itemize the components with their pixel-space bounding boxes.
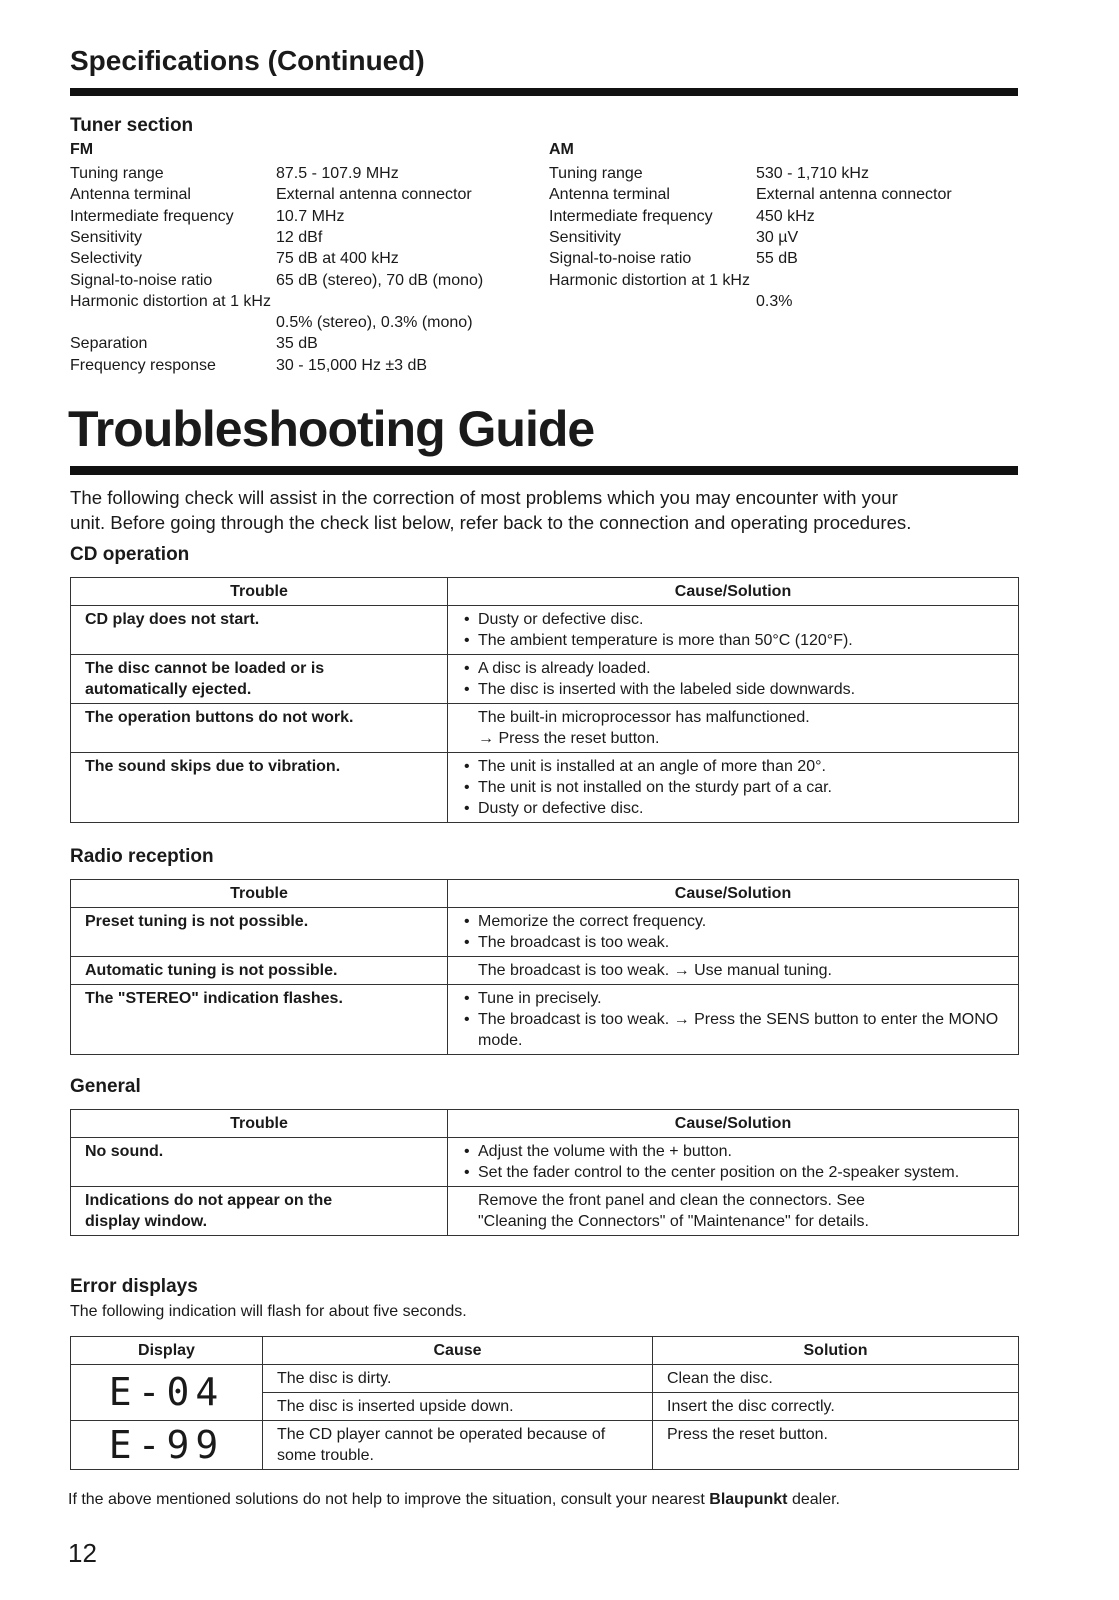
cause-item: • Memorize the correct frequency. bbox=[462, 911, 1004, 932]
cause-item: • The unit is not installed on the sturdy part of a car. bbox=[462, 777, 1004, 798]
cause-solution-cell bbox=[448, 606, 1019, 655]
trouble-row bbox=[71, 606, 1019, 655]
trouble-row bbox=[71, 753, 1019, 823]
trouble-row bbox=[71, 704, 1019, 753]
trouble-row bbox=[71, 908, 1019, 957]
specs-title-rule bbox=[70, 88, 1018, 96]
spec-name: Intermediate frequency bbox=[70, 207, 234, 225]
spec-value: External antenna connector bbox=[276, 186, 472, 204]
trouble-text: No sound. bbox=[85, 1143, 164, 1160]
trouble-cell bbox=[71, 753, 448, 823]
solution-text: The built-in microprocessor has malfunctioned. bbox=[478, 709, 810, 726]
spec-value: 0.5% (stereo), 0.3% (mono) bbox=[276, 314, 473, 332]
guide-intro-line-2: unit. Before going through the check list below, refer back to the connection and operating procedures. bbox=[70, 512, 912, 533]
display-column-header: Display bbox=[71, 1337, 263, 1365]
trouble-text: The sound skips due to vibration. bbox=[85, 758, 341, 775]
spec-name: Sensitivity bbox=[549, 228, 622, 246]
spec-value: 87.5 - 107.9 MHz bbox=[276, 165, 399, 182]
footer-note bbox=[68, 1491, 840, 1509]
spec-value: 530 - 1,710 kHz bbox=[756, 165, 869, 182]
spec-name: Antenna terminal bbox=[549, 186, 670, 204]
spec-value: 10.7 MHz bbox=[276, 207, 345, 225]
spec-name: Intermediate frequency bbox=[549, 207, 713, 225]
error-solution: Insert the disc correctly. bbox=[653, 1393, 1019, 1421]
spec-value: External antenna connector bbox=[756, 186, 952, 204]
brand-name: Blaupunkt bbox=[709, 1491, 788, 1508]
trouble-text: CD play does not start. bbox=[85, 611, 260, 628]
trouble-row bbox=[71, 1187, 1019, 1236]
cause-item: • The broadcast is too weak. → Press the SENS button to enter the MONO mode. bbox=[462, 1009, 1004, 1051]
cause-solution-column-header: Cause/Solution bbox=[448, 880, 1019, 908]
trouble-text: display window. bbox=[85, 1213, 208, 1230]
spec-name: Sensitivity bbox=[70, 228, 143, 246]
spec-value: 55 dB bbox=[756, 250, 798, 268]
error-displays-title: Error displays bbox=[70, 1276, 198, 1297]
trouble-text: Indications do not appear on the bbox=[85, 1192, 333, 1209]
cause-solution-cell bbox=[448, 1138, 1019, 1187]
trouble-cell bbox=[71, 1138, 448, 1187]
am-label: AM bbox=[549, 141, 574, 158]
cause-item: • The disc is inserted with the labeled side downwards. bbox=[462, 679, 1004, 700]
guide-intro-line-1: The following check will assist in the correction of most problems which you may encounter with your bbox=[70, 487, 898, 508]
radio-section-title: Radio reception bbox=[70, 846, 214, 867]
cause-list bbox=[462, 609, 1004, 651]
spec-name: Signal-to-noise ratio bbox=[549, 250, 692, 268]
spec-value: 450 kHz bbox=[756, 207, 815, 225]
solution-text: Remove the front panel and clean the connectors. See bbox=[478, 1192, 865, 1209]
trouble-text: Automatic tuning is not possible. bbox=[85, 962, 338, 979]
footer-note-end: dealer. bbox=[787, 1491, 840, 1508]
spec-name: Signal-to-noise ratio bbox=[70, 271, 213, 289]
cause-solution-cell bbox=[448, 985, 1019, 1055]
cause-list bbox=[462, 911, 1004, 953]
cause-item: • The ambient temperature is more than 50°C (120°F). bbox=[462, 630, 1004, 651]
trouble-column-header: Trouble bbox=[71, 1110, 448, 1138]
spec-name: Frequency response bbox=[70, 356, 216, 374]
trouble-text: The "STEREO" indication flashes. bbox=[85, 990, 343, 1007]
spec-value: 35 dB bbox=[276, 335, 318, 353]
error-code-display: E-99 bbox=[71, 1421, 263, 1470]
trouble-column-header: Trouble bbox=[71, 578, 448, 606]
error-displays-subtitle: The following indication will flash for about five seconds. bbox=[70, 1303, 467, 1320]
guide-title: Troubleshooting Guide bbox=[68, 401, 595, 457]
error-cause: The CD player cannot be operated because of some trouble. bbox=[263, 1421, 653, 1470]
cause-solution-cell bbox=[448, 1187, 1019, 1236]
trouble-text: The disc cannot be loaded or is bbox=[85, 660, 325, 677]
spec-name: Harmonic distortion at 1 kHz bbox=[549, 271, 750, 289]
general-section-title: General bbox=[70, 1076, 141, 1097]
cause-item: • Dusty or defective disc. bbox=[462, 798, 1004, 819]
trouble-row bbox=[71, 985, 1019, 1055]
cd-section-title: CD operation bbox=[70, 544, 190, 565]
error-cause: The disc is inserted upside down. bbox=[263, 1393, 653, 1421]
cause-list bbox=[462, 988, 1004, 1051]
spec-value: 65 dB (stereo), 70 dB (mono) bbox=[276, 271, 484, 289]
solution-text: "Cleaning the Connectors" of "Maintenance" for details. bbox=[478, 1213, 869, 1230]
cause-solution-cell bbox=[448, 655, 1019, 704]
cause-item: • Adjust the volume with the + button. bbox=[462, 1141, 1004, 1162]
cause-list bbox=[462, 658, 1004, 700]
page-number: 12 bbox=[68, 1538, 97, 1568]
cause-solution-column-header: Cause/Solution bbox=[448, 578, 1019, 606]
spec-name: Antenna terminal bbox=[70, 186, 191, 204]
specs-title: Specifications (Continued) bbox=[70, 45, 425, 76]
cause-list bbox=[462, 1141, 1004, 1183]
cause-item: • A disc is already loaded. bbox=[462, 658, 1004, 679]
cause-solution-cell bbox=[448, 957, 1019, 985]
trouble-cell bbox=[71, 606, 448, 655]
spec-value: 30 µV bbox=[756, 228, 799, 246]
cause-item: • Tune in precisely. bbox=[462, 988, 1004, 1009]
cd-trouble-table bbox=[70, 577, 1019, 823]
spec-value: 30 - 15,000 Hz ±3 dB bbox=[276, 356, 428, 374]
fm-label: FM bbox=[70, 141, 94, 158]
cause-list bbox=[462, 756, 1004, 819]
trouble-cell bbox=[71, 655, 448, 704]
error-row bbox=[71, 1421, 1019, 1470]
spec-name: Tuning range bbox=[70, 165, 164, 182]
guide-title-rule bbox=[70, 466, 1018, 475]
error-row bbox=[71, 1365, 1019, 1393]
trouble-cell bbox=[71, 985, 448, 1055]
trouble-cell bbox=[71, 908, 448, 957]
spec-name: Tuning range bbox=[549, 165, 643, 182]
tuner-section-title: Tuner section bbox=[70, 115, 194, 136]
cause-item: • The unit is installed at an angle of more than 20°. bbox=[462, 756, 1004, 777]
trouble-cell bbox=[71, 704, 448, 753]
trouble-row bbox=[71, 1138, 1019, 1187]
trouble-text: automatically ejected. bbox=[85, 681, 252, 698]
spec-value: 75 dB at 400 kHz bbox=[276, 250, 399, 268]
spec-name: Separation bbox=[70, 335, 148, 353]
trouble-row bbox=[71, 655, 1019, 704]
error-cause: The disc is dirty. bbox=[263, 1365, 653, 1393]
trouble-cell bbox=[71, 957, 448, 985]
cause-column-header: Cause bbox=[263, 1337, 653, 1365]
trouble-row bbox=[71, 957, 1019, 985]
cause-solution-cell bbox=[448, 704, 1019, 753]
solution-text: → Press the reset button. bbox=[478, 730, 660, 747]
cause-item: • Dusty or defective disc. bbox=[462, 609, 1004, 630]
cause-item: • Set the fader control to the center position on the 2-speaker system. bbox=[462, 1162, 1004, 1183]
cause-solution-column-header: Cause/Solution bbox=[448, 1110, 1019, 1138]
trouble-text: The operation buttons do not work. bbox=[85, 709, 354, 726]
general-trouble-table bbox=[70, 1109, 1019, 1236]
trouble-text: Preset tuning is not possible. bbox=[85, 913, 309, 930]
error-display-table bbox=[70, 1336, 1019, 1470]
trouble-column-header: Trouble bbox=[71, 880, 448, 908]
trouble-cell bbox=[71, 1187, 448, 1236]
spec-name: Harmonic distortion at 1 kHz bbox=[70, 292, 271, 310]
footer-note-text: If the above mentioned solutions do not help to improve the situation, consult your nearest bbox=[68, 1491, 710, 1508]
cause-solution-cell bbox=[448, 908, 1019, 957]
error-solution: Clean the disc. bbox=[653, 1365, 1019, 1393]
error-code-display: E-04 bbox=[71, 1365, 263, 1421]
spec-value: 12 dBf bbox=[276, 228, 323, 246]
cause-solution-cell bbox=[448, 753, 1019, 823]
radio-trouble-table bbox=[70, 879, 1019, 1055]
spec-name: Selectivity bbox=[70, 250, 143, 268]
error-solution: Press the reset button. bbox=[653, 1421, 1019, 1470]
solution-text: The broadcast is too weak. → Use manual tuning. bbox=[478, 962, 832, 979]
cause-item: • The broadcast is too weak. bbox=[462, 932, 1004, 953]
solution-column-header: Solution bbox=[653, 1337, 1019, 1365]
spec-value: 0.3% bbox=[756, 292, 793, 310]
